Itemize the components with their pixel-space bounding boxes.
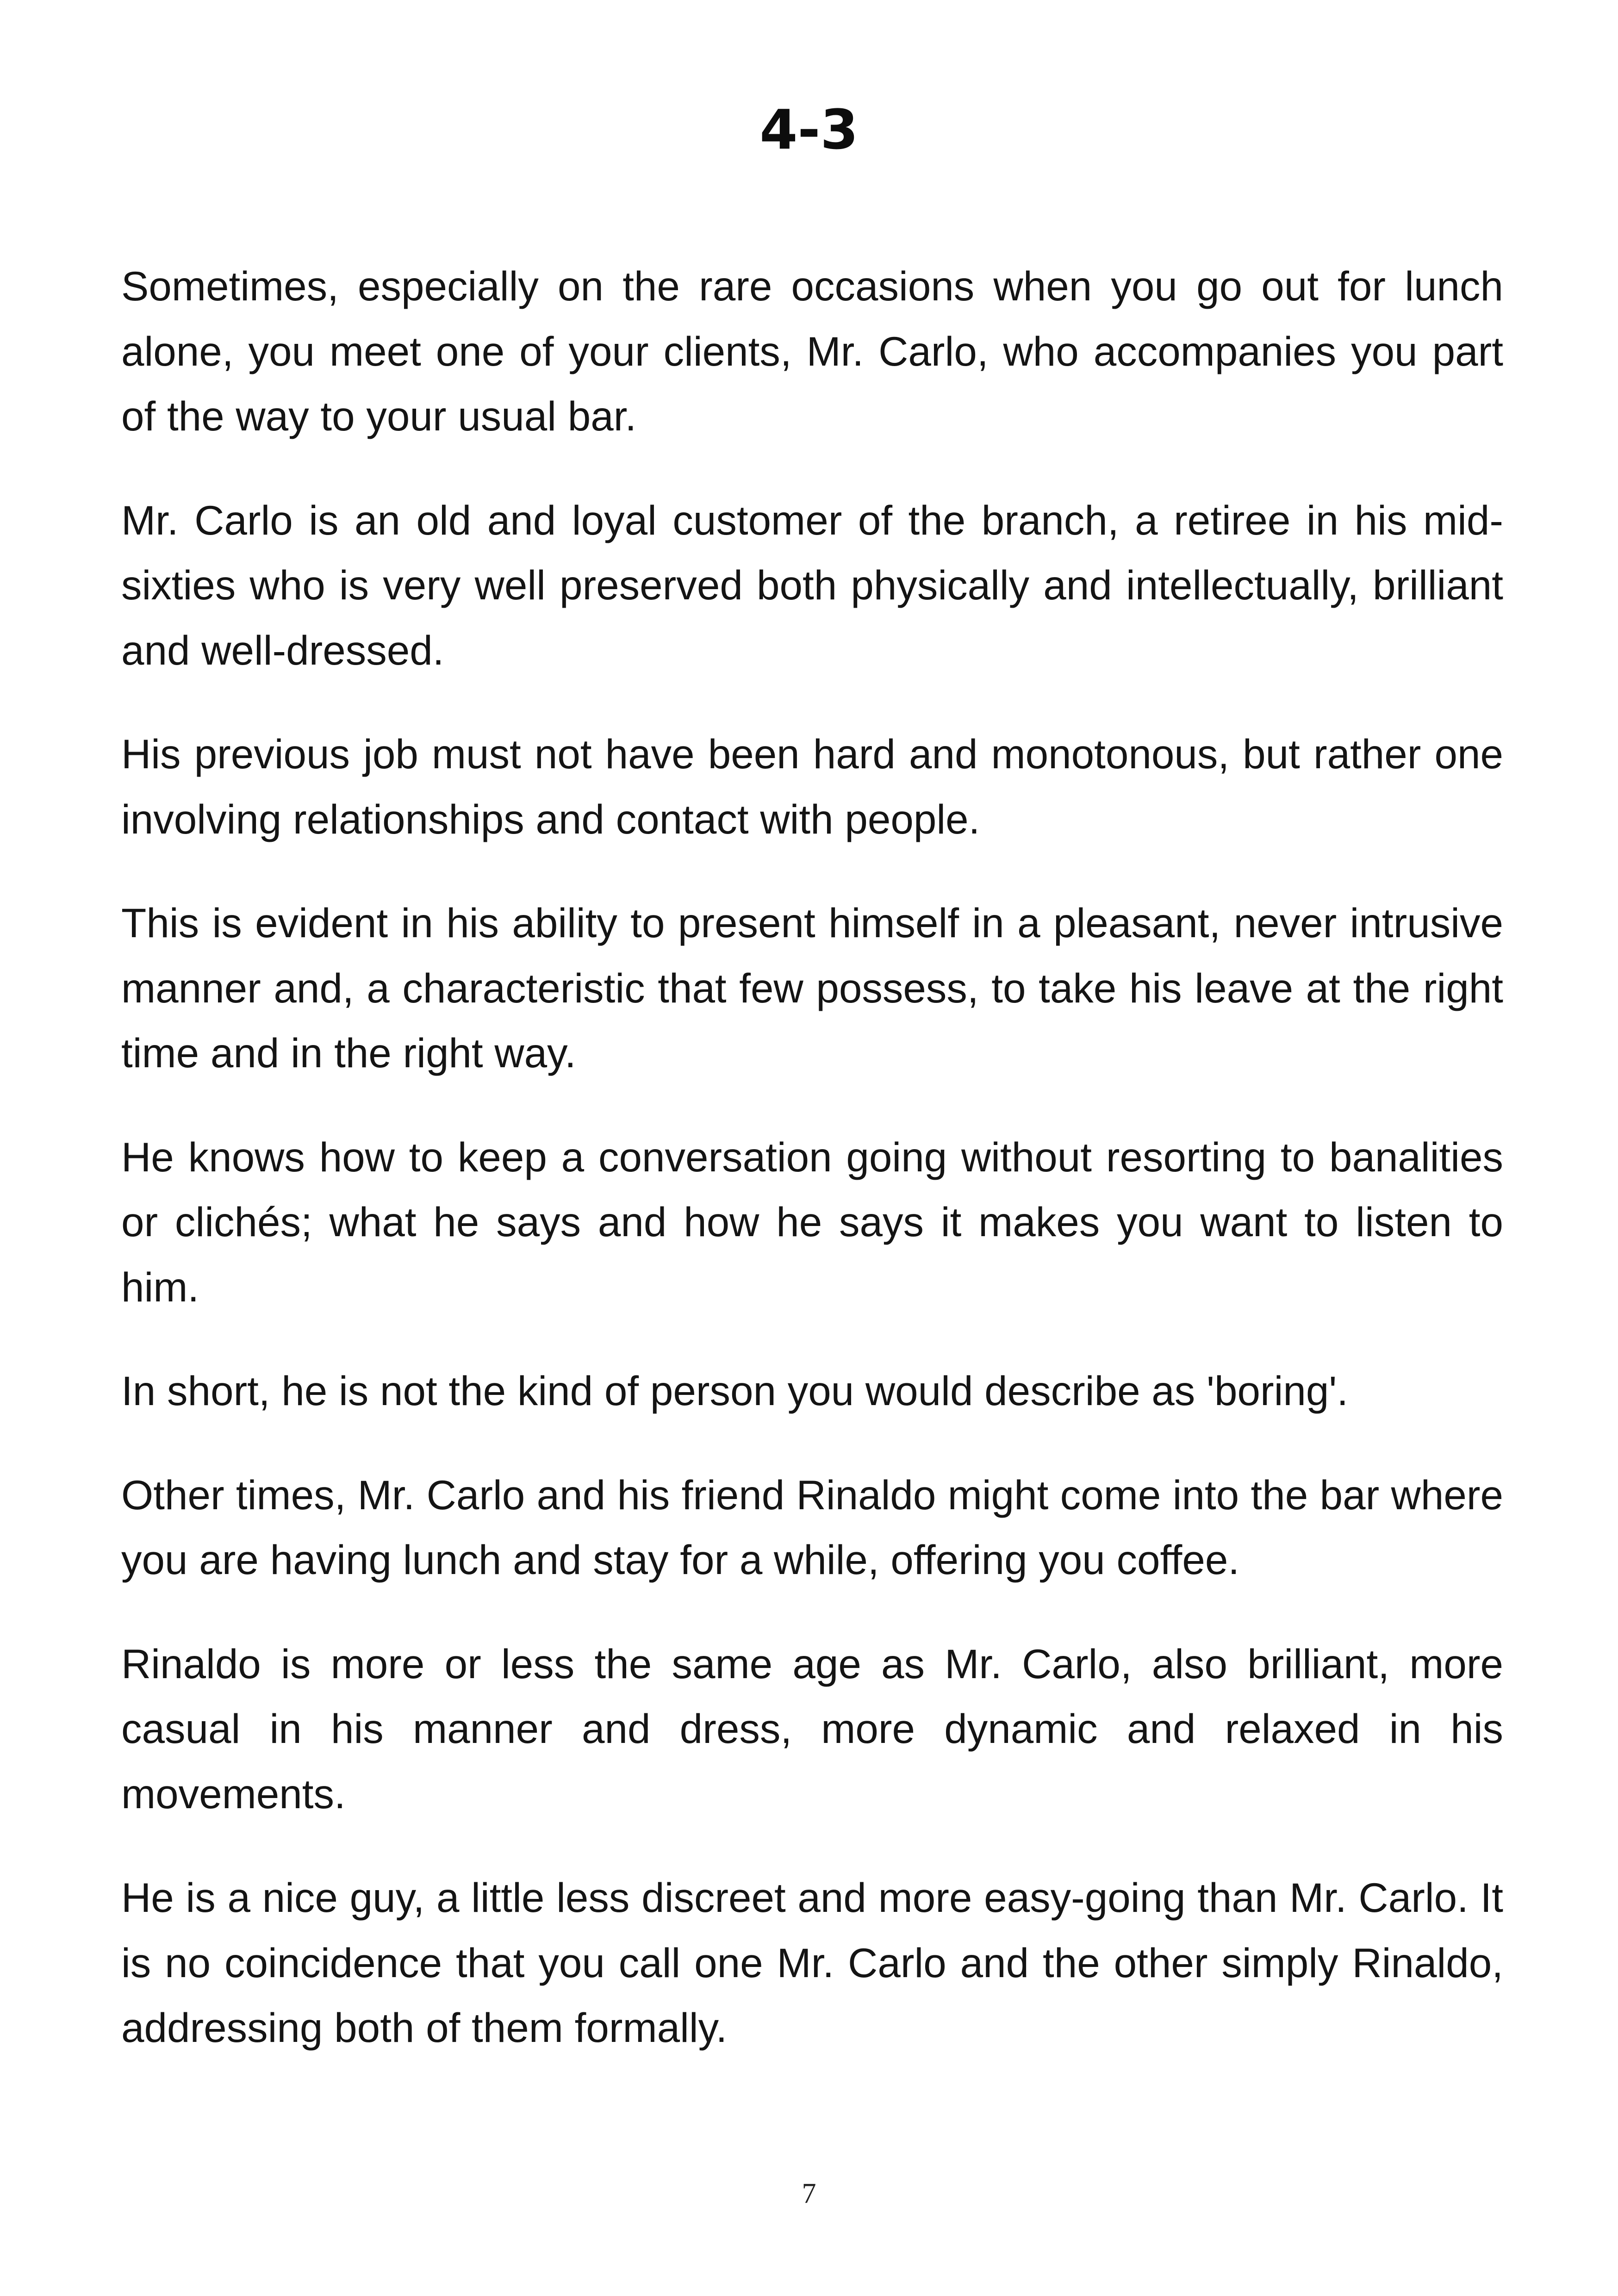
paragraph-1: Sometimes, especially on the rare occasions when you go out for lunch alone, you meet one of your clients, Mr. Carlo, who accompanies you part of the way to your usual bar. xyxy=(121,263,1503,439)
chapter-title: 4-3 xyxy=(759,98,859,162)
paragraph-2: Mr. Carlo is an old and loyal customer of the branch, a retiree in his mid-sixties who is very well preserved both physically and intellectually, brilliant and well-dressed. xyxy=(121,497,1503,673)
paragraph-5: He knows how to keep a conversation going without resorting to banalities or clichés; what he says and how he says it makes you want to listen to him. xyxy=(121,1133,1503,1310)
page-number: 7 xyxy=(802,2178,816,2209)
paragraph-8: Rinaldo is more or less the same age as Mr. Carlo, also brilliant, more casual in his manner and dress, more dynamic and relaxed in his movements. xyxy=(121,1640,1503,1817)
paragraph-7: Other times, Mr. Carlo and his friend Rinaldo might come into the bar where you are having lunch and stay for a while, offering you coffee. xyxy=(121,1471,1503,1583)
paragraph-6: In short, he is not the kind of person you would describe as 'boring'. xyxy=(121,1368,1349,1414)
paragraph-4: This is evident in his ability to present himself in a pleasant, never intrusive manner and, a characteristic that few possess, to take his leave at the right time and in the right way. xyxy=(121,900,1503,1076)
body-text xyxy=(121,254,1503,2099)
paragraph-9: He is a nice guy, a little less discreet and more easy-going than Mr. Carlo. It is no coincidence that you call one Mr. Carlo and the other simply Rinaldo, addressing both of them formally. xyxy=(121,1874,1503,2051)
paragraph-3: His previous job must not have been hard and monotonous, but rather one involving relationships and contact with people. xyxy=(121,731,1503,842)
